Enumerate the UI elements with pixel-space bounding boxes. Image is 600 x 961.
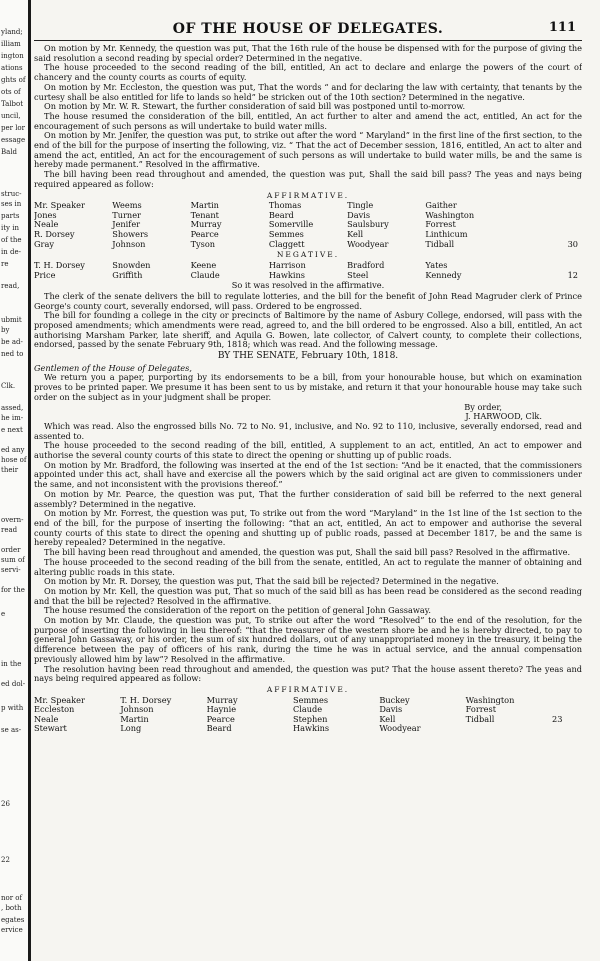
paragraph: On motion by Mr. Jenifer, the question was put, to strike out after the word “ Maryland” in the first line of the first section, to the end of the bill for the purpose of inserting the following, viz. “ That the act of December session, 1816, entitled, An act to alter and amend the act, entitled, An act for the encouragement of such persons as will undertake to build water mills, be and the same is hereby made permanent.” Resolved in the affirmative. bbox=[34, 130, 582, 170]
voter-name: Linthicum bbox=[425, 229, 468, 240]
voter-name: Stewart bbox=[34, 723, 67, 734]
paragraph: On motion by Mr. R. Dorsey, the question was put, That the said bill be rejected? Determined in the negative. bbox=[44, 576, 499, 587]
voter-name: Beard bbox=[268, 209, 294, 220]
voter-name: Johnson bbox=[112, 238, 146, 249]
affirmative-votes-2 bbox=[34, 696, 582, 734]
paragraph: Which was read. Also the engrossed bills No. 72 to No. 91, inclusive, and No. 92 to 110, inclusive, severally endorsed, read and assented to. bbox=[34, 420, 582, 441]
paragraph: On motion by Mr. Forrest, the question was put, To strike out from the word “Maryland” in the 1st line of the 1st section to the end of the bill, for the purpose of inserting the following: “that an act, entitled, An act to empower and authorise the several county courts of this state to direct the opening and shutting up of public roads, passed at December 1817, be and the same is hereby repealed? Determined in the negative. bbox=[34, 508, 582, 548]
margin-fragment: essage bbox=[1, 136, 26, 144]
paragraph: The resolution having been read throughout and amended, the question was put? That the house assent thereto? The yeas and nays being required appeared as follow: bbox=[34, 663, 582, 684]
voter-name: Jones bbox=[34, 209, 57, 220]
voter-name: Mr. Speaker bbox=[34, 694, 85, 705]
voter-name: Yates bbox=[425, 259, 448, 270]
margin-fragment: he im- bbox=[1, 414, 24, 422]
margin-fragment: ervice bbox=[1, 926, 23, 934]
margin-fragment: sum of bbox=[1, 556, 25, 564]
margin-fragment: Clk. bbox=[1, 382, 16, 390]
page-number: 111 bbox=[548, 20, 576, 35]
voter-name: Steel bbox=[347, 269, 369, 280]
paragraph: On motion by Mr. Kell, the question was put, That so much of the said bill as has been read be considered as the second reading and that the bill be rejected? Resolved in the affirmative. bbox=[34, 585, 582, 606]
voter-name: Keene bbox=[190, 259, 217, 270]
voter-name: Washington bbox=[465, 694, 515, 705]
margin-fragment: 22 bbox=[1, 856, 10, 864]
margin-fragment: se as- bbox=[1, 726, 22, 734]
voter-name: Turner bbox=[112, 209, 141, 220]
voter-name: Beard bbox=[206, 723, 232, 734]
document-page bbox=[34, 18, 582, 954]
voter-name: Pearce bbox=[190, 229, 219, 240]
voter-name: Martin bbox=[120, 713, 149, 724]
voter-name bbox=[504, 201, 582, 211]
paragraph: On motion by Mr. Claude, the question was put, To strike out after the word “Resolved” to the end of the resolution, for the purpose of inserting the following in lieu thereof: “that the treasurer of the western shore be and he is hereby directed, to pay to general John Gassaway, or his order, the sum of six hundred dollars, out of any unappropriated money in the treasury, it being the difference between the pay of officers of his rank, during the time he was in actual service, and the annual compensation previously allowed him by law”? Resolved in the affirmative. bbox=[34, 615, 582, 664]
voter-name bbox=[552, 696, 582, 706]
voter-name: Kell bbox=[379, 713, 396, 724]
margin-fragment: in the bbox=[1, 660, 22, 668]
voter-name: Tyson bbox=[190, 238, 216, 249]
voter-name: Semmes bbox=[293, 694, 329, 705]
margin-fragment: Bald bbox=[1, 148, 18, 156]
voter-name bbox=[504, 220, 582, 230]
voter-name: Kennedy bbox=[425, 269, 462, 280]
voter-name: Saulsbury bbox=[347, 219, 389, 230]
margin-fragment: 26 bbox=[1, 800, 10, 808]
margin-fragment: be ad- bbox=[1, 338, 23, 346]
margin-fragment: ity in bbox=[1, 224, 19, 232]
margin-fragment: Talbot bbox=[1, 100, 24, 108]
voter-name: Somerville bbox=[268, 219, 314, 230]
paragraph: On motion by Mr. Kennedy, the question was put, That the 16th rule of the house be dispensed with for the purpose of giving the said resolution a second reading by special order? Determined in the negative. bbox=[34, 43, 582, 63]
voter-name: Gaither bbox=[425, 200, 457, 211]
voter-name: Mr. Speaker bbox=[34, 200, 85, 211]
senate-signer: J. HARWOOD, Clk. bbox=[465, 411, 542, 422]
margin-fragment: ed any bbox=[1, 446, 25, 454]
margin-fragment: struc- bbox=[1, 190, 22, 198]
margin-fragment: their bbox=[1, 466, 19, 474]
paragraph: On motion by Mr. Bradford, the following was inserted at the end of the 1st section: “And be it enacted, that the commissioners appointed under this act, shall have and exercise all the powers which by the said original act are given to commissioners under the same, and not inconsistent with the provisions thereof.” bbox=[34, 459, 582, 490]
margin-fragment: ghts of bbox=[1, 76, 26, 84]
voter-name: 12 bbox=[567, 269, 578, 280]
voter-name: Tidball bbox=[465, 713, 495, 724]
voter-name bbox=[504, 211, 582, 221]
margin-fragment: ington bbox=[1, 52, 24, 60]
voter-name: Murray bbox=[190, 219, 222, 230]
voter-name: Weems bbox=[112, 200, 142, 211]
voter-name: Neale bbox=[34, 219, 59, 230]
voter-name: Eccleston bbox=[34, 704, 75, 715]
voter-name: Stephen bbox=[293, 713, 328, 724]
margin-fragment: in de- bbox=[1, 248, 21, 256]
voter-name: Jenifer bbox=[112, 219, 141, 230]
margin-fragment: read bbox=[1, 526, 18, 534]
voter-name: Kell bbox=[347, 229, 364, 240]
paragraph: The clerk of the senate delivers the bill to regulate lotteries, and the bill for the benefit of John Read Magruder clerk of Prince George's county court, severally endorsed, will pass. Ordered to be engrossed. bbox=[34, 290, 582, 311]
voter-name: Washington bbox=[425, 209, 475, 220]
voter-name: Showers bbox=[112, 229, 149, 240]
voter-name: Murray bbox=[206, 694, 238, 705]
proceedings-block-3 bbox=[34, 422, 582, 684]
voter-name: Johnson bbox=[120, 704, 154, 715]
margin-fragment: illiam bbox=[1, 40, 21, 48]
margin-fragment: ed dol- bbox=[1, 680, 26, 688]
margin-fragment: re bbox=[1, 260, 9, 268]
proceedings-block-1 bbox=[34, 44, 582, 190]
paragraph: The house proceeded to the second reading of the bill from the senate, entitled, An act to regulate the manner of obtaining and altering public roads in this state. bbox=[34, 556, 582, 577]
margin-fragment: for the bbox=[1, 586, 25, 594]
margin-fragment: order bbox=[1, 546, 21, 554]
paragraph: On motion by Mr. W. R. Stewart, the further consideration of said bill was postponed until to-morrow. bbox=[44, 101, 466, 112]
senate-by-order: By order, bbox=[464, 401, 502, 412]
affirmative-heading: AFFIRMATIVE. bbox=[266, 190, 350, 200]
margin-fragment: egates bbox=[1, 916, 25, 924]
voter-name: Forrest bbox=[425, 219, 456, 230]
voter-name: Woodyear bbox=[347, 238, 389, 249]
margin-fragment: hose of bbox=[1, 456, 27, 464]
voter-name: T. H. Dorsey bbox=[120, 694, 172, 705]
voter-name: Long bbox=[120, 723, 142, 734]
voter-name: Griffith bbox=[112, 269, 143, 280]
margin-fragment: yland; bbox=[1, 28, 23, 36]
journal-text bbox=[34, 44, 582, 734]
margin-fragment: servi- bbox=[1, 566, 21, 574]
margin-fragment: p with bbox=[1, 704, 24, 712]
margin-fragment: e bbox=[1, 610, 6, 618]
paragraph: The bill having been read throughout and amended, the question was put, Shall the said bill pass? Resolved in the affirmative. bbox=[44, 547, 571, 558]
paragraph: The house proceeded to the second reading of the bill, entitled, An act to declare and enlarge the powers of the court of chancery and the county courts as courts of equity. bbox=[34, 62, 582, 83]
voter-name: Bradford bbox=[347, 259, 385, 270]
margin-fragment: by bbox=[1, 326, 10, 334]
voter-name: Hawkins bbox=[268, 269, 305, 280]
margin-fragment: uncil, bbox=[1, 112, 21, 120]
margin-fragment: per lor bbox=[1, 124, 25, 132]
voter-name: Claude bbox=[190, 269, 220, 280]
margin-fragment: e next bbox=[1, 426, 23, 434]
voter-name: 30 bbox=[567, 238, 578, 249]
voter-name: Woodyear bbox=[379, 723, 421, 734]
voter-name: Gray bbox=[34, 238, 54, 249]
paragraph: The house proceeded to the second reading of the bill, entitled, A supplement to an act, entitled, An act to empower and authorise the several county courts of this state to direct the opening or shutting up of public roads. bbox=[34, 440, 582, 461]
header-rule bbox=[34, 40, 582, 41]
voter-name: Buckey bbox=[379, 694, 410, 705]
affirmative-votes bbox=[34, 201, 582, 249]
voter-name: R. Dorsey bbox=[34, 229, 75, 240]
voter-name: Tenant bbox=[190, 209, 219, 220]
margin-fragment: , both bbox=[1, 904, 22, 912]
voter-name: T. H. Dorsey bbox=[34, 259, 85, 270]
paragraph: The bill for founding a college in the city or precincts of Baltimore by the name of Asbury College, endorsed, will pass with the proposed amendments; which amendments were read, agreed to, and the bill ordered to be engrossed. Also a bill, entitled, An act authorising Marsham Parker, late sheriff, and Aquila G. Bowen, late collector, of Calvert county, to complete their collections, endorsed, passed by the senate February 9th, 1818; which was read. And the following message. bbox=[34, 310, 582, 350]
negative-heading: NEGATIVE. bbox=[276, 250, 340, 260]
margin-fragment: nor of bbox=[1, 894, 23, 902]
voter-name bbox=[552, 724, 582, 734]
margin-fragment: ned to bbox=[1, 350, 24, 358]
voter-name: Price bbox=[34, 269, 56, 280]
margin-fragment: overn- bbox=[1, 516, 24, 524]
paragraph: The house resumed the consideration of the bill, entitled, An act further to alter and amend the act, entitled, An act for the encouragement of such persons as will undertake to build water mills. bbox=[34, 110, 582, 131]
margin-fragment: of the bbox=[1, 236, 22, 244]
vote-result: So it was resolved in the affirmative. bbox=[231, 280, 385, 291]
voter-name: Neale bbox=[34, 713, 59, 724]
senate-dateline: BY THE SENATE, February 10th, 1818. bbox=[217, 351, 399, 362]
margin-fragment: parts bbox=[1, 212, 20, 220]
senate-message: We return you a paper, purporting by its endorsements to be a bill, from your honourable house, but which on examination proves to be printed paper. We presume it has been sent to us by mistake, and return it that your honourable house may take such order on the subject as in your judgment shall be proper. bbox=[34, 372, 582, 402]
voter-name: Pearce bbox=[206, 713, 235, 724]
voter-name: Tidball bbox=[425, 238, 455, 249]
voter-name: Harrison bbox=[268, 259, 306, 270]
voter-name: Snowden bbox=[112, 259, 151, 270]
margin-fragment: read, bbox=[1, 282, 20, 290]
voter-name: Martin bbox=[190, 200, 219, 211]
paragraph: On motion by Mr. Eccleston, the question was put, That the words “ and for declaring the law with certainty, that tenants by the curtesy shall be also entitled for life to lands so held” be stricken out of the 10th section? Determined in the negative. bbox=[34, 81, 582, 102]
page-header bbox=[34, 18, 582, 40]
paragraph: On motion by Mr. Pearce, the question was put, That the further consideration of said bill be referred to the next general assembly? Determined in the negative. bbox=[34, 488, 582, 509]
voter-name bbox=[466, 724, 552, 734]
margin-fragment: ots of bbox=[1, 88, 21, 96]
margin-fragment: ations bbox=[1, 64, 23, 72]
proceedings-block-2 bbox=[34, 292, 582, 350]
page-title: OF THE HOUSE OF DELEGATES. bbox=[172, 21, 444, 37]
voter-name: Claude bbox=[293, 704, 323, 715]
voter-name: Davis bbox=[347, 209, 371, 220]
paragraph: The bill having been read throughout and amended, the question was put, Shall the said bill pass? The yeas and nays being required appeared as follow: bbox=[34, 169, 582, 189]
affirmative-heading-2: AFFIRMATIVE. bbox=[266, 684, 350, 694]
voter-name: Semmes bbox=[268, 229, 304, 240]
voter-name: Hawkins bbox=[293, 723, 330, 734]
voter-name: Claggett bbox=[268, 238, 305, 249]
negative-votes bbox=[34, 261, 582, 280]
voter-name: Haynie bbox=[206, 704, 237, 715]
voter-name: 23 bbox=[552, 713, 563, 724]
voter-name: Thomas bbox=[268, 200, 302, 211]
paragraph: The house resumed the consideration of the report on the petition of general John Gassaway. bbox=[44, 605, 431, 616]
margin-fragment: ubmit bbox=[1, 316, 22, 324]
facing-page-margin bbox=[0, 0, 31, 961]
voter-name: Tingle bbox=[347, 200, 374, 211]
senate-salutation: Gentlemen of the House of Delegates, bbox=[34, 362, 192, 373]
voter-name: Forrest bbox=[465, 704, 496, 715]
voter-name: Davis bbox=[379, 704, 403, 715]
margin-fragment: assed, bbox=[1, 404, 24, 412]
margin-fragment: ses in bbox=[1, 200, 22, 208]
